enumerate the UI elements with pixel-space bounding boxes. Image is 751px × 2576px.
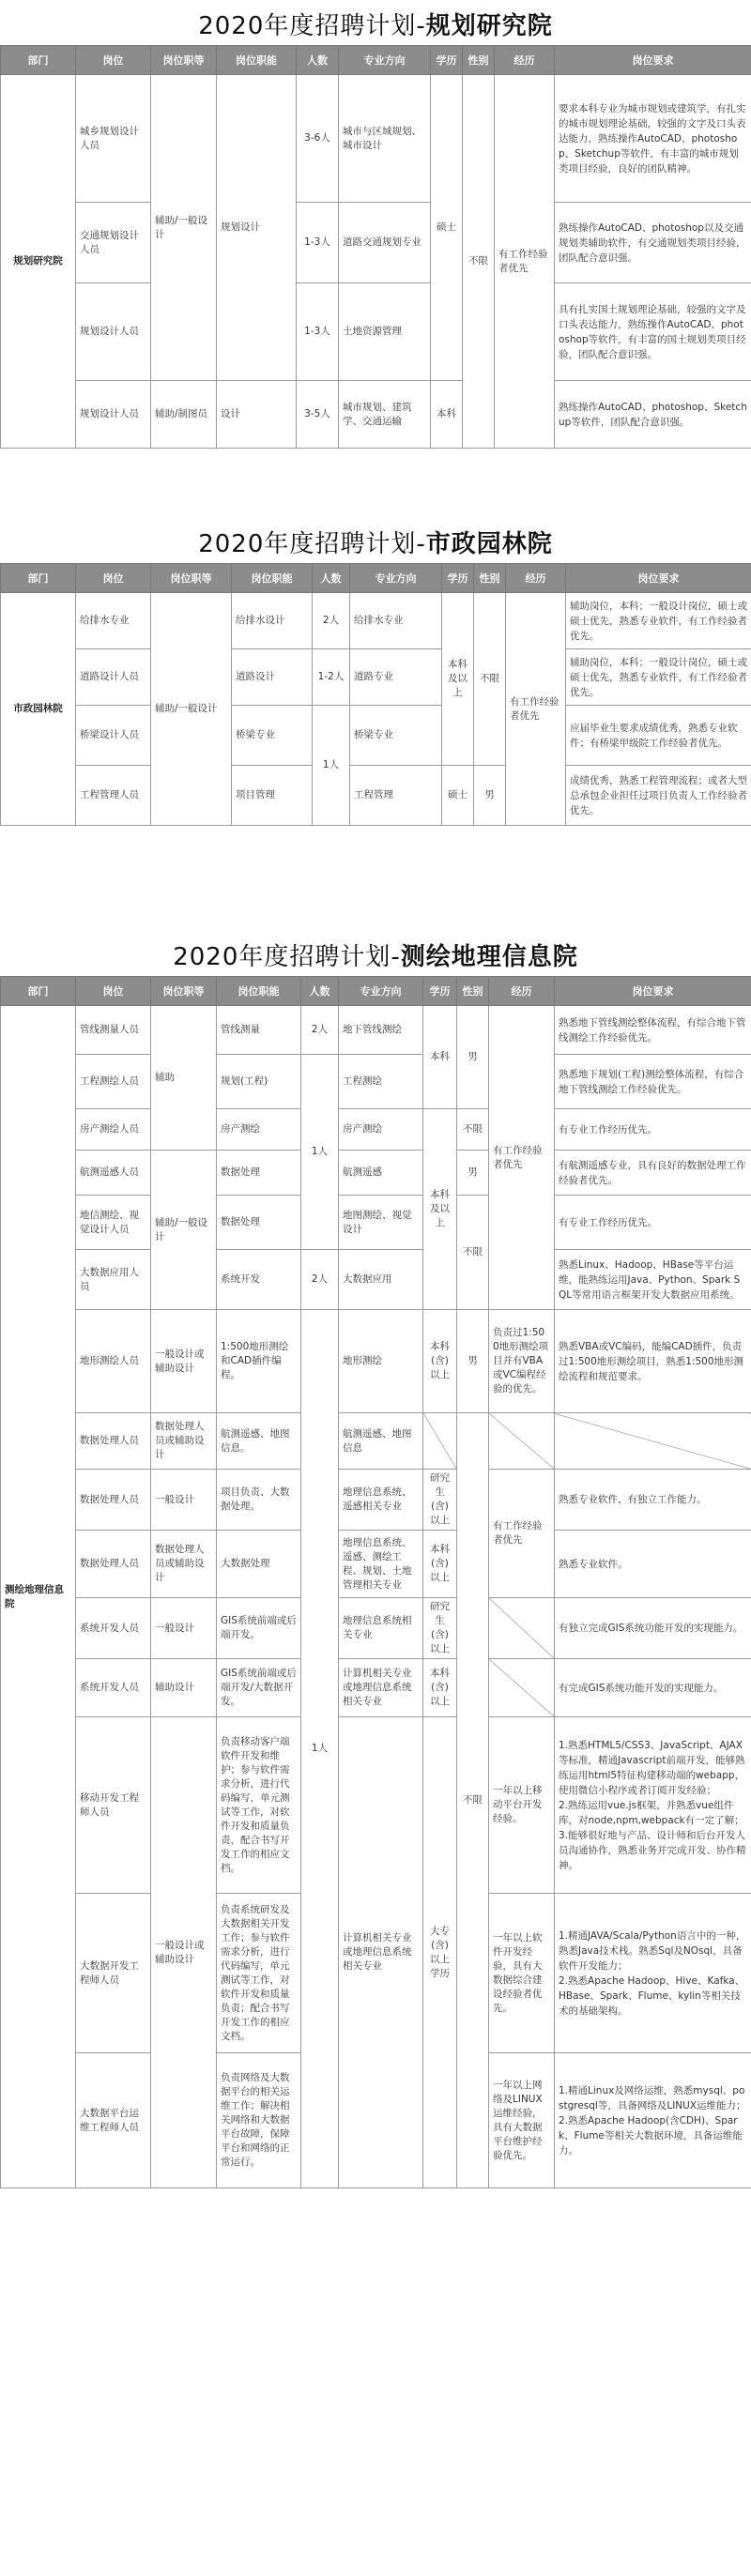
header-cell: 性别 [474,564,506,593]
count-cell: 2人 [301,1250,339,1310]
edu-cell: 本科 [431,381,463,449]
post-cell: 规划设计人员 [76,283,151,381]
req-cell [555,1894,751,2053]
major-cell: 土地资源管理 [339,283,431,381]
req-cell: 熟悉专业软件。 [555,1531,751,1598]
table-row [1,1470,751,1531]
major-cell: 给排水专业 [350,593,442,649]
grade-cell: 一般设计 [151,1470,217,1531]
header-cell: 部门 [1,977,76,1006]
req-item: 1.精通JAVA/Scala/Python语言中的一种，熟悉Java技术栈。熟悉Sql及NOsql，具备软件开发能力； [559,1929,746,1972]
section-planning [0,8,751,449]
header-cell: 性别 [463,46,495,75]
major-cell: 航测遥感 [339,1151,423,1196]
func-cell: 数据处理 [217,1196,301,1250]
dept-cell: 规划研究院 [1,75,76,449]
empty-cell [489,1598,555,1659]
req-cell: 有航测遥感专业，具有良好的数据处理工作经验者优先。 [555,1151,751,1196]
title-bold: 规划研究院 [425,12,553,40]
section-municipal [0,526,751,826]
req-cell [555,1717,751,1894]
post-cell: 桥梁设计人员 [76,706,151,766]
req-cell: 熟悉专业软件、有独立工作能力。 [555,1470,751,1531]
func-cell: 负责系统研发及大数据相关开发工作；参与软件需求分析，进行代码编写，单元测试等工作，对软件开发和质量负责；配合书写开发工作的相应文档。 [217,1894,301,2053]
header-cell: 专业方向 [339,46,431,75]
func-cell: 设计 [217,381,297,449]
empty-cell [555,1413,751,1470]
func-cell: 1:500地形测绘和CAD插件编程。 [217,1310,301,1413]
grade-cell: 数据处理人员或辅助设计 [151,1413,217,1470]
exp-cell: 一年以上软件开发经验，具有大数据综合建设经验者优先。 [489,1894,555,2053]
edu-cell: 本科(含)以上 [423,1310,457,1413]
exp-cell: 一年以上网络及LINUX运维经验，具有大数据平台维护经验优先。 [489,2053,555,2188]
post-cell: 道路设计人员 [76,649,151,706]
table-row [1,1659,751,1717]
post-cell: 交通规划设计人员 [76,203,151,283]
func-cell: 房产测绘 [217,1109,301,1151]
header-cell: 部门 [1,564,76,593]
exp-cell: 有工作经验者优先 [489,1006,555,1310]
gender-cell: 不限 [457,1413,489,2188]
table-row [1,381,751,449]
title-prefix: 2020年度招聘计划- [198,12,426,40]
gender-cell: 男 [474,766,506,826]
post-cell: 系统开发人员 [76,1659,151,1717]
major-cell: 城市与区域规划、城市设计 [339,75,431,203]
header-cell: 岗位要求 [555,977,751,1006]
post-cell: 管线测量人员 [76,1006,151,1055]
table-row [1,75,751,203]
grade-cell: 数据处理人员或辅助设计 [151,1531,217,1598]
count-cell: 1人 [313,706,350,826]
section-title [0,938,751,976]
grade-cell: 一般设计 [151,1598,217,1659]
header-cell: 岗位 [76,46,151,75]
req-cell: 熟悉地下规划(工程)测绘整体流程，有综合地下管线测绘工作经验优先。 [555,1055,751,1109]
recruit-table [0,976,751,2188]
major-cell: 道路专业 [350,649,442,706]
req-cell: 有专业工作经历优先。 [555,1196,751,1250]
grade-cell: 一般设计或辅助设计 [151,1310,217,1413]
title-bold: 测绘地理信息院 [400,943,578,971]
edu-cell: 本科及以上 [442,593,474,766]
req-cell: 熟练操作AutoCAD、photoshop以及交通规划类辅助软件，有交通规划类项目经验，团队配合意识强。 [555,203,751,283]
func-cell: 规划(工程) [217,1055,301,1109]
gender-cell: 不限 [457,1196,489,1310]
section-title [0,526,751,563]
table-row [1,1413,751,1470]
major-cell: 计算机相关专业或地理信息系统相关专业 [339,1717,423,2188]
header-cell: 岗位 [76,977,151,1006]
func-cell: 项目管理 [232,766,313,826]
gender-cell: 男 [457,1006,489,1109]
header-cell: 学历 [431,46,463,75]
table-row [1,1717,751,1894]
major-cell: 地形测绘 [339,1310,423,1413]
gender-cell: 男 [457,1151,489,1196]
req-cell: 有完成GIS系统功能开发的实现能力。 [555,1659,751,1717]
func-cell: 系统开发 [217,1250,301,1310]
title-prefix: 2020年度招聘计划- [173,943,401,971]
post-cell: 规划设计人员 [76,381,151,449]
table-row [1,1109,751,1151]
req-cell: 具有扎实国土规划理论基础，较强的文字及口头表达能力，熟练操作AutoCAD、photoshop等软件，有丰富的国土规划类项目经验，团队配合意识强。 [555,283,751,381]
func-cell: 负责移动客户端软件开发和维护；参与软件需求分析，进行代码编写，单元测试等工作，对软件开发和质量负责，配合书写开发工作的相应文档。 [217,1717,301,1894]
req-cell: 熟悉地下管线测绘整体流程，有综合地下管线测绘工作经验优先。 [555,1006,751,1055]
count-cell: 1人 [301,1055,339,1250]
header-cell: 岗位职等 [151,46,217,75]
count-cell: 1人 [301,1310,339,2188]
count-cell: 1-3人 [297,203,339,283]
exp-cell: 有工作经验者优先 [506,593,566,826]
post-cell: 给排水专业 [76,593,151,649]
req-item: 2.熟悉Apache Hadoop、Hive、Kafka、HBase、Spark、Flume、kylin等相关技术的基础架构。 [559,1974,745,2017]
func-cell: 大数据处理 [217,1531,301,1598]
gender-cell: 不限 [463,75,495,449]
post-cell: 城乡规划设计人员 [76,75,151,203]
req-item: 3.能够很好地与产品、设计师和后台开发人员沟通协作，熟悉业务并完成开发、协作精神。 [559,1829,746,1871]
post-cell: 数据处理人员 [76,1531,151,1598]
table-row [1,1531,751,1598]
grade-cell: 辅助设计 [151,1659,217,1717]
edu-cell: 研究生(含)以上 [423,1470,457,1531]
req-cell: 有专业工作经历优先。 [555,1109,751,1151]
post-cell: 大数据平台运维工程师人员 [76,2053,151,2188]
table-row [1,283,751,381]
req-cell: 熟悉Linux、Hadoop、HBase等平台运维，能熟练运用Java、Python、Spark SQL等常用语言框架开发大数据应用系统。 [555,1250,751,1310]
table-row [1,1598,751,1659]
post-cell: 系统开发人员 [76,1598,151,1659]
req-cell: 熟悉VBA或VC编码，能编CAD插件，负责过1:500地形测绘项目，熟悉1:500地形测绘流程和规范要求。 [555,1310,751,1413]
count-cell: 1-2人 [313,649,350,706]
func-cell: 项目负责、大数据处理。 [217,1470,301,1531]
major-cell: 房产测绘 [339,1109,423,1151]
post-cell: 大数据开发工程师人员 [76,1894,151,2053]
grade-cell: 辅助/制图员 [151,381,217,449]
header-cell: 人数 [301,977,339,1006]
req-item: 2.熟练运用vue.js框架，并熟悉vue组件库，对node,npm,webpack有一定了解； [559,1799,744,1826]
edu-cell: 本科及以上 [423,1109,457,1310]
major-cell: 地理信息系统、遥感、测绘工程、规划、土地管理相关专业 [339,1531,423,1598]
header-cell: 专业方向 [339,977,423,1006]
major-cell: 桥梁专业 [350,706,442,766]
func-cell: GIS系统前端或后端开发。 [217,1598,301,1659]
edu-cell: 硕士 [431,75,463,381]
post-cell: 移动开发工程师人员 [76,1717,151,1894]
exp-cell: 一年以上移动平台开发经验。 [489,1717,555,1894]
req-cell: 辅助岗位，本科；一般设计岗位，硕士或硕士优先，熟悉专业软件，有工作经验者优先。 [566,593,751,649]
post-cell: 工程管理人员 [76,766,151,826]
edu-cell: 大专(含)以上学历 [423,1717,457,2188]
count-cell: 2人 [301,1006,339,1055]
major-cell: 道路交通规划专业 [339,203,431,283]
table-row [1,1006,751,1055]
post-cell: 地信测绘、视觉设计人员 [76,1196,151,1250]
table-row [1,1196,751,1250]
req-cell: 熟练操作AutoCAD、photoshop、Sketchup等软件，团队配合意识强。 [555,381,751,449]
edu-cell: 本科 [423,1006,457,1109]
dept-cell: 测绘地理信息院 [1,1006,76,2188]
dept-cell: 市政园林院 [1,593,76,826]
empty-cell [489,1413,555,1470]
title-prefix: 2020年度招聘计划- [198,530,426,558]
post-cell: 房产测绘人员 [76,1109,151,1151]
table-row [1,1055,751,1109]
grade-cell: 辅助 [151,1006,217,1151]
header-cell: 经历 [506,564,566,593]
exp-cell: 有工作经验者优先 [489,1470,555,1598]
post-cell: 数据处理人员 [76,1470,151,1531]
recruit-table [0,563,751,826]
post-cell: 工程测绘人员 [76,1055,151,1109]
req-item: 1.精通Linux及网络运维，熟悉mysql、postgresql等，具备网络及LINUX运维能力； [559,2084,746,2111]
req-item: 1.熟悉HTML5/CSS3、JavaScript、AJAX等标准，精通Javascript前端开发，能够熟练运用html5特征构建移动端的webapp，使用微信小程序或者订阅开发经验； [559,1739,745,1796]
table-row [1,1310,751,1413]
section-title [0,8,751,45]
section-survey [0,938,751,2188]
func-cell: 数据处理 [217,1151,301,1196]
req-item: 2.熟悉Apache Hadoop(含CDH)、Spark、Flume等相关大数据环境，具备运维能力。 [559,2114,743,2157]
major-cell: 大数据应用 [339,1250,423,1310]
post-cell: 数据处理人员 [76,1413,151,1470]
header-cell: 学历 [442,564,474,593]
header-cell: 经历 [489,977,555,1006]
header-cell: 岗位要求 [566,564,751,593]
table-row [1,1250,751,1310]
grade-cell: 一般设计或辅助设计 [151,1717,217,2188]
major-cell: 工程管理 [350,766,442,826]
count-cell: 1-3人 [297,283,339,381]
post-cell: 地形测绘人员 [76,1310,151,1413]
recruit-table [0,45,751,449]
exp-cell: 有工作经验者优先 [495,75,555,449]
empty-cell [423,1413,457,1470]
func-cell: 桥梁专业 [232,706,313,766]
table-row [1,649,751,706]
req-cell: 成绩优秀，熟悉工程管理流程；或者大型总承包企业担任过项目负责人工作经验者优先。 [566,766,751,826]
count-cell: 3-5人 [297,381,339,449]
empty-cell [489,1659,555,1717]
req-cell [555,2053,751,2188]
edu-cell: 硕士 [442,766,474,826]
gender-cell: 男 [457,1310,489,1413]
grade-cell: 辅助/一般设计 [151,75,217,381]
header-cell: 岗位职能 [217,977,301,1006]
table-row [1,706,751,766]
req-cell: 辅助岗位，本科；一般设计岗位，硕士或硕士优先，熟悉专业软件，有工作经验者优先。 [566,649,751,706]
req-cell: 有独立完成GIS系统功能开发的实现能力。 [555,1598,751,1659]
major-cell: 航测遥感、地图信息 [339,1413,423,1470]
header-cell: 岗位职能 [232,564,313,593]
func-cell: 规划设计 [217,75,297,381]
count-cell: 3-6人 [297,75,339,203]
req-cell: 应届毕业生要求成绩优秀，熟悉专业软件；有桥梁甲级院工作经验者优先。 [566,706,751,766]
header-cell: 岗位 [76,564,151,593]
header-cell: 人数 [313,564,350,593]
func-cell: GIS系统前端或后端开发/大数据开发。 [217,1659,301,1717]
table-row [1,203,751,283]
func-cell: 负责网络及大数据平台的相关运维工作；解决相关网络和大数据平台故障，保障平台和网络的正常运行。 [217,2053,301,2188]
header-cell: 岗位职能 [217,46,297,75]
table-row [1,1151,751,1196]
header-cell: 岗位职等 [151,564,232,593]
grade-cell: 辅助/一般设计 [151,593,232,826]
major-cell: 地图测绘、视觉设计 [339,1196,423,1250]
edu-cell: 研究生(含)以上 [423,1598,457,1659]
header-cell: 专业方向 [350,564,442,593]
func-cell: 道路设计 [232,649,313,706]
func-cell: 航测遥感、地图信息。 [217,1413,301,1470]
grade-cell: 辅助/一般设计 [151,1151,217,1310]
exp-cell: 负责过1:500地形测绘项目并有VBA或VC编程经验的优先。 [489,1310,555,1413]
table-header [1,46,751,75]
func-cell: 给排水设计 [232,593,313,649]
req-cell: 要求本科专业为城市规划或建筑学，有扎实的城市规划理论基础，较强的文字及口头表达能力，熟练操作AutoCAD、photoshop、Sketchup等软件，有丰富的城市规划类项目经验，良好的团队精神。 [555,75,751,203]
major-cell: 地理信息系统、遥感相关专业 [339,1470,423,1531]
post-cell: 大数据应用人员 [76,1250,151,1310]
count-cell: 2人 [313,593,350,649]
header-cell: 性别 [457,977,489,1006]
major-cell: 城市规划、建筑学、交通运输 [339,381,431,449]
edu-cell: 本科(含)以上 [423,1659,457,1717]
header-cell: 学历 [423,977,457,1006]
gender-cell: 不限 [474,593,506,766]
post-cell: 航测遥感人员 [76,1151,151,1196]
table-row [1,766,751,826]
header-cell: 人数 [297,46,339,75]
gender-cell: 不限 [457,1109,489,1151]
header-cell: 部门 [1,46,76,75]
major-cell: 工程测绘 [339,1055,423,1109]
func-cell: 管线测量 [217,1006,301,1055]
table-header [1,977,751,1006]
major-cell: 计算机相关专业或地理信息系统相关专业 [339,1659,423,1717]
header-cell: 岗位要求 [555,46,751,75]
table-row [1,593,751,649]
table-header [1,564,751,593]
major-cell: 地理信息系统相关专业 [339,1598,423,1659]
header-cell: 经历 [495,46,555,75]
header-cell: 岗位职等 [151,977,217,1006]
edu-cell: 本科(含)以上 [423,1531,457,1598]
title-bold: 市政园林院 [425,530,553,558]
major-cell: 地下管线测绘 [339,1006,423,1055]
